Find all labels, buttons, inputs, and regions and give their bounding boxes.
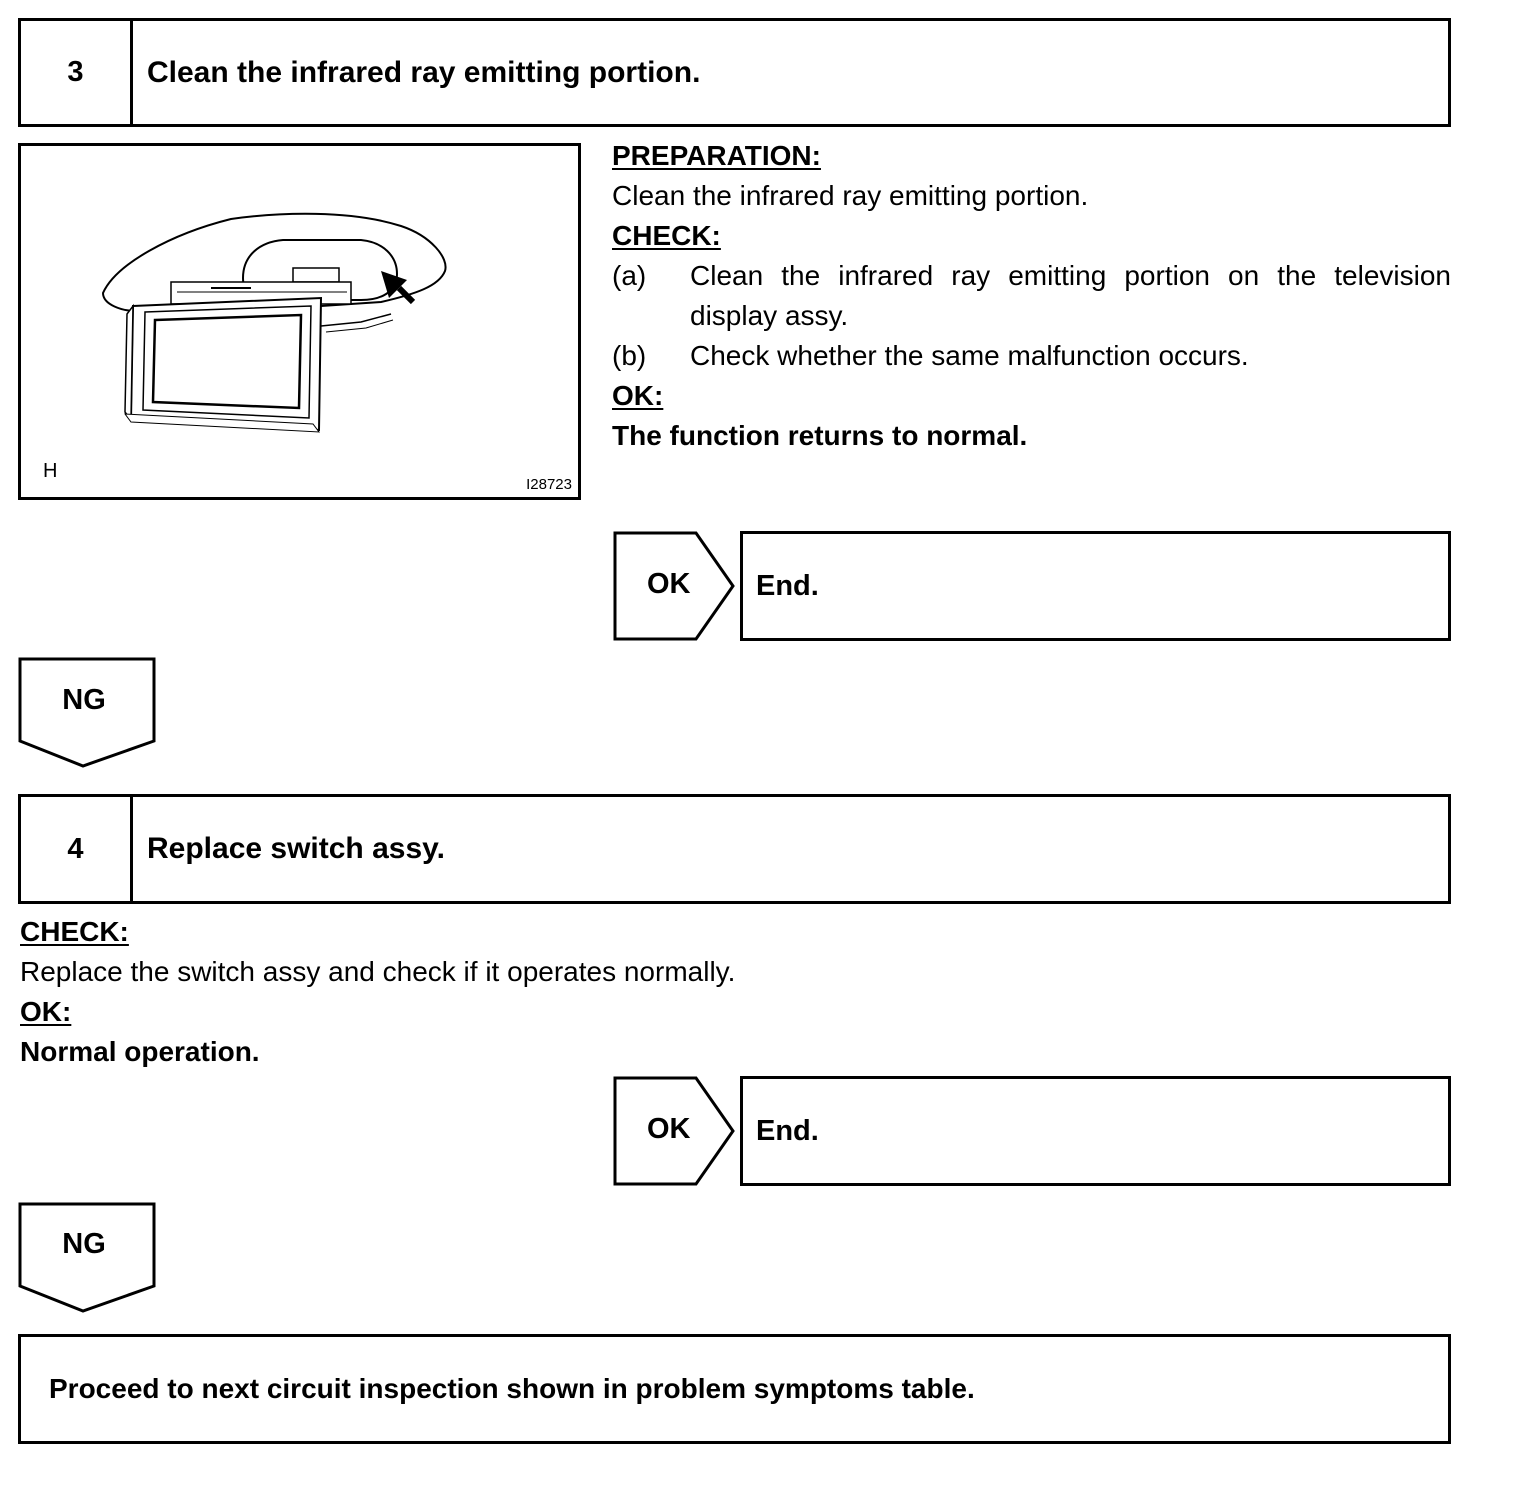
preparation-heading: PREPARATION:	[612, 140, 821, 171]
ok-condition: The function returns to normal.	[612, 420, 1028, 451]
check-item-marker: (b)	[612, 340, 647, 371]
end-box: End.	[740, 531, 1451, 641]
check-heading: CHECK:	[612, 220, 721, 251]
ok-tag-label: OK	[647, 1113, 691, 1145]
step-number: 3	[21, 21, 133, 124]
figure-id: I28723	[526, 476, 572, 493]
ok-tag-label: OK	[647, 568, 691, 600]
end-box: End.	[740, 1076, 1451, 1186]
check-item-text: Clean the infrared ray emitting portion on the television	[690, 260, 1451, 291]
ng-tag-label: NG	[62, 1228, 106, 1260]
check-item-marker: (a)	[612, 260, 647, 291]
step-3-header	[18, 18, 1451, 127]
step-4-header	[18, 794, 1451, 904]
figure-corner-label: H	[43, 460, 58, 482]
check-item-text: Check whether the same malfunction occurs.	[690, 340, 1249, 371]
step-number: 4	[21, 797, 133, 901]
ok-heading: OK:	[20, 996, 72, 1027]
step-title: Clean the infrared ray emitting portion.	[147, 55, 701, 89]
next-action-box: Proceed to next circuit inspection shown in problem symptoms table.	[18, 1334, 1451, 1444]
check-text: Replace the switch assy and check if it operates normally.	[20, 956, 736, 987]
check-heading: CHECK:	[20, 916, 129, 947]
overhead-display-illustration	[21, 146, 578, 497]
ok-condition: Normal operation.	[20, 1036, 260, 1067]
ok-heading: OK:	[612, 380, 664, 411]
figure-box	[18, 143, 581, 500]
ng-tag-label: NG	[62, 684, 106, 716]
preparation-text: Clean the infrared ray emitting portion.	[612, 180, 1089, 211]
check-item-text: display assy.	[690, 300, 849, 331]
monitor-screen	[153, 315, 301, 408]
step-title: Replace switch assy.	[147, 832, 445, 865]
